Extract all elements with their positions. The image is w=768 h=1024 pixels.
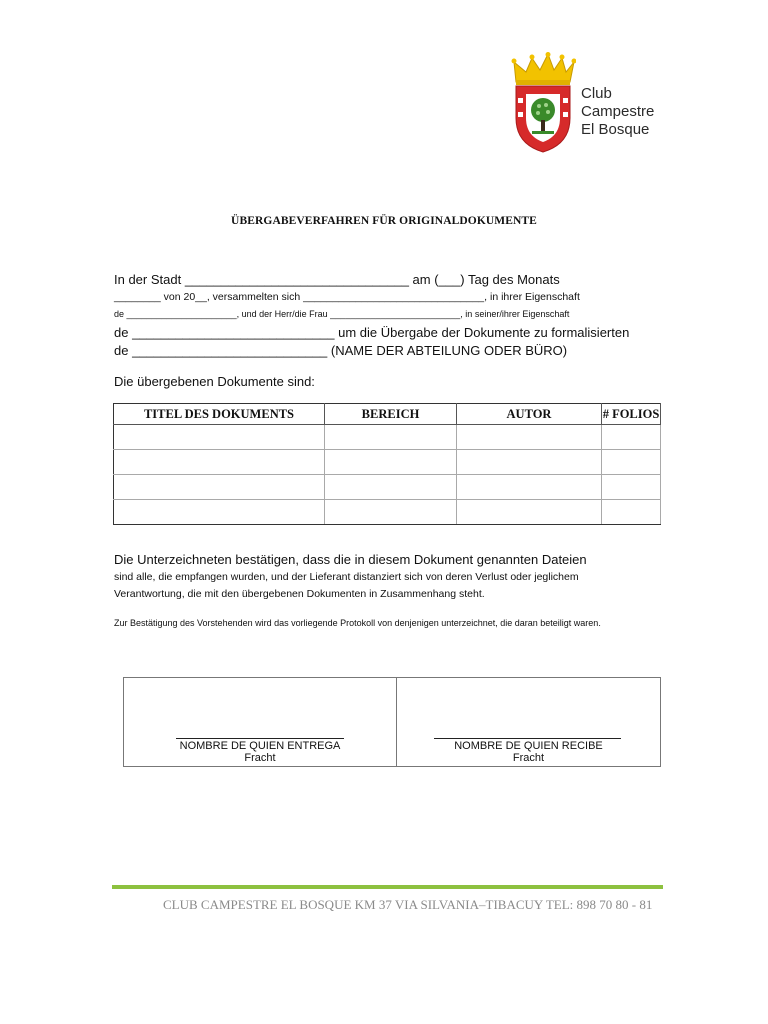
delivered-documents-label: Die übergebenen Dokumente sind: (114, 374, 315, 389)
documents-table (113, 403, 661, 525)
table-cell[interactable] (602, 475, 661, 500)
club-crest-icon (510, 52, 576, 156)
table-row (114, 450, 661, 475)
table-row (114, 475, 661, 500)
attestation-text: Zur Bestätigung des Vorstehenden wird das vorliegende Protokoll von denjenigen unterzeichnet, die daran beteiligt waren. (114, 618, 601, 628)
intro-line-3: de ______________________, und der Herr/die Frau __________________________, in seiner/ihrer Eigenschaft (114, 309, 570, 319)
table-cell[interactable] (325, 500, 457, 525)
confirmation-line-3: Verantwortung, die mit den übergebenen Dokumenten in Zusammenhang steht. (114, 588, 485, 600)
table-cell[interactable] (325, 475, 457, 500)
header-area: BEREICH (325, 404, 457, 425)
table-cell[interactable] (114, 475, 325, 500)
intro-line-4: de ____________________________ um die Übergabe der Dokumente zu formalisierten (114, 325, 630, 340)
table-row (114, 500, 661, 525)
header-author: AUTOR (457, 404, 602, 425)
table-cell[interactable] (325, 450, 457, 475)
document-title: ÜBERGABEVERFAHREN FÜR ORIGINALDOKUMENTE (231, 215, 537, 227)
table-header-row (114, 404, 661, 425)
table-cell[interactable] (114, 425, 325, 450)
club-logo (510, 52, 680, 156)
intro-line-2: ________ von 20__, versammelten sich _______________________________, in ihrer Eigenschaft (114, 291, 580, 303)
signature-box (123, 677, 661, 767)
receiver-signature-line[interactable] (434, 738, 621, 739)
logo-text-line3: El Bosque (581, 121, 650, 138)
logo-text-line1: Club (581, 85, 612, 102)
table-cell[interactable] (325, 425, 457, 450)
table-cell[interactable] (457, 450, 602, 475)
deliverer-sub-label: Fracht (244, 752, 276, 764)
receiver-name-label: NOMBRE DE QUIEN RECIBE (454, 740, 603, 752)
intro-line-1: In der Stadt _______________________________ am (___) Tag des Monats (114, 272, 560, 287)
table-row (114, 425, 661, 450)
table-cell[interactable] (602, 450, 661, 475)
intro-line-5: de ___________________________ (NAME DER ABTEILUNG ODER BÜRO) (114, 343, 568, 358)
table-cell[interactable] (457, 425, 602, 450)
table-cell[interactable] (114, 500, 325, 525)
table-cell[interactable] (457, 475, 602, 500)
table-cell[interactable] (602, 425, 661, 450)
table-cell[interactable] (457, 500, 602, 525)
receiver-sub-label: Fracht (512, 752, 545, 764)
logo-text-line2: Campestre (581, 103, 655, 120)
deliverer-name-label: NOMBRE DE QUIEN ENTREGA (179, 740, 341, 752)
footer-address: CLUB CAMPESTRE EL BOSQUE KM 37 VIA SILVANIA–TIBACUY TEL: 898 70 80 - 81 (163, 897, 653, 912)
confirmation-line-2: sind alle, die empfangen wurden, und der Lieferant distanziert sich von deren Verlust oder jeglichem (114, 571, 579, 583)
table-cell[interactable] (602, 500, 661, 525)
deliverer-signature-line[interactable] (176, 738, 344, 739)
confirmation-line-1: Die Unterzeichneten bestätigen, dass die in diesem Dokument genannten Dateien (114, 552, 587, 567)
header-document-title: TITEL DES DOKUMENTS (114, 404, 325, 425)
header-folios: # FOLIOS (602, 404, 661, 425)
table-cell[interactable] (114, 450, 325, 475)
footer-divider (112, 885, 663, 889)
